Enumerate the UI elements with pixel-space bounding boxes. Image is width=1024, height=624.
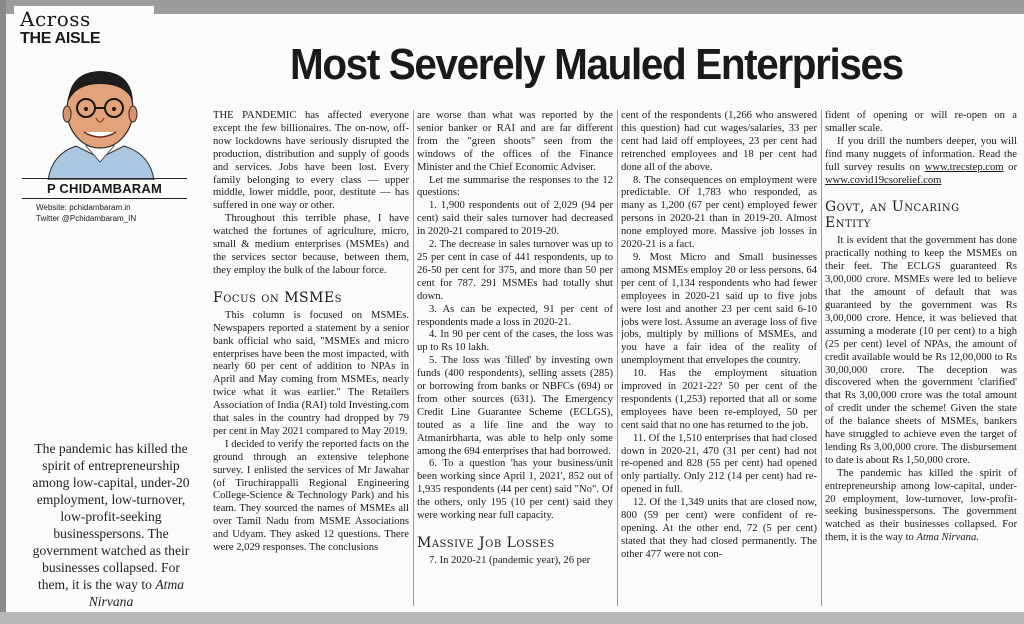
survey-note: If you drill the numbers deeper, you will find many nuggets of information. Read the full survey results on <box>825 135 1017 173</box>
survey-item-6: 6. To a question 'has your business/unit been working since April 1, 2021', 852 out of 1,935 respondents (44 per cent) said "No". Of the others, only 195 (10 per cent) said they were working near full capacity. <box>417 458 613 522</box>
column-rule <box>413 110 414 606</box>
paragraph: I decided to verify the reported facts on the ground through an extensive telephone survey. I enlisted the services of Mr Jawahar (of Tiruchirappalli Regional Engineering College-Science & Technology Park) and his team. They sourced the names of MSMEs all over Tamil Nadu from MSME Associations and Udyam. They asked 12 questions. There were 2,029 responses. The conclusions <box>213 438 409 554</box>
paragraph: cent of the respondents (1,266 who answered this question) had cut wages/salaries, 33 per cent had laid off employees, 23 per cent had retrenched employees and 18 per cent had done all of the above. <box>621 110 817 173</box>
paragraph: Let me summarise the responses to the 12 questions: <box>417 174 613 199</box>
author-website: Website: pchidambaram.in <box>36 203 131 212</box>
paragraph: are worse than what was reported by the senior banker or RAI and are far different from the "green shoots" seen from the windows of the offices of the Finance Minister and the Chief Economic Adviser. <box>417 110 613 173</box>
author-caricature <box>30 62 170 180</box>
paragraph: It is evident that the government has done practically nothing to keep the MSMEs on their feet. The ECLGS guaranteed Rs 3,00,000 crore. MSMEs were led to believe that the amount of default that was guaranteed by the government was Rs 3,00,000 crore. Hence, it was believed that assuming a moderate (10 per cent) to a high (25 per cent) level of NPAs, the amount of credit available would be Rs 12,00,000 to Rs 30,00,000 crore. The deception was discovered when the government 'clarified' that Rs 3,00,000 crore was the total amount of credit under the scheme! Given the state of the balance sheets of MSMEs, bankers have struggled to achieve even the target of lending Rs 3,00,000 crore. The disbursement to date is about Rs 1,50,000 crore. <box>825 235 1017 466</box>
text-column-2 <box>417 110 613 610</box>
survey-item-12: 12. Of the 1,349 units that are closed now, 800 (59 per cent) were confident of re-opening. At the other end, 72 (5 per cent) stated that they had closed permanently. The other 477 were not con- <box>621 497 817 560</box>
closing-emphasis: Atma Nirvana. <box>916 532 979 544</box>
text-column-4 <box>825 110 1017 610</box>
subheading-massive-job-losses: Massive Job Losses <box>417 535 555 551</box>
subheading-govt-uncaring-line2: Entity <box>825 215 871 232</box>
pull-quote-text: The pandemic has killed the spirit of entrepreneurship among low-capital, under-20 employment, low-turnover, low-profit-seeking businesspersons. The government watched as their businesses collapsed. For them, it is the way to <box>32 441 190 592</box>
paragraph <box>825 468 1017 545</box>
survey-item-5: 5. The loss was 'filled' by investing own funds (400 respondents), selling assets (285) or borrowing from banks or NBFCs (694) or from other sources (631). The Emergency Credit Line Guarantee Scheme (ECLGS), touted as a life line and the way to Atmanirbharta, was able to help only some among the 694 enterprises that had borrowed. <box>417 355 613 457</box>
column-rule <box>617 110 618 606</box>
link-trecstep[interactable]: www.trecstep.com <box>924 161 1004 173</box>
closing-text: The pandemic has killed the spirit of entrepreneurship among low-capital, under-20 employment, low-turnover, low-profit-seeking businesspersons. The government watched as their businesses collapsed. For them, it is the way to <box>825 467 1017 544</box>
survey-item-3: 3. As can be expected, 91 per cent of respondents made a loss in 2020-21. <box>417 303 613 328</box>
conjunction: or <box>1008 161 1017 173</box>
author-name: P CHIDAMBARAM <box>22 178 187 199</box>
pull-quote-emphasis: Atma Nirvana <box>88 577 185 609</box>
survey-item-10: 10. Has the employment situation improved in 2021-22? 50 per cent of the respondents (1,253) reported that all or some employees have been re-employed, 50 per cent said that no one has returned to the job. <box>621 368 817 431</box>
subheading-govt-uncaring: Govt, an Uncaring <box>825 199 960 216</box>
author-block <box>22 178 187 224</box>
link-covid19csorelief[interactable]: www.covid19csorelief.com <box>825 174 942 186</box>
column-masthead <box>14 6 154 49</box>
survey-item-4: 4. In 90 per cent of the cases, the loss was up to Rs 10 lakh. <box>417 329 613 354</box>
article-headline: Most Severely Mauled Enterprises <box>290 40 903 89</box>
survey-item-8: 8. The consequences on employment were predictable. Of 1,783 who responded, as many as 1,200 (67 per cent) employed fewer persons in 2020-21 than in 2019-20. Almost none employed more. Massive job losses in 2020-21 is a fact. <box>621 174 817 251</box>
page-left-border <box>0 0 6 624</box>
subheading-focus-on-msmes: Focus on MSMEs <box>213 289 343 306</box>
survey-item-9: 9. Most Micro and Small businesses among MSMEs employ 20 or less persons. 64 per cent of 1,134 respondents who had fewer employees in 2020-21 said up to five jobs were lost and another 23 per cent said 6-10 jobs were lost. Assume an average loss of five jobs, multiply by millions of MSMEs, and you have a fair idea of the reality of unemployment that envelopes the country. <box>621 251 817 367</box>
page-bottom-border <box>0 612 1024 624</box>
survey-item-2: 2. The decrease in sales turnover was up to 25 per cent in case of 441 respondents, up to 26-50 per cent for 375, and more than 50 per cent for 787. 291 MSMEs had totally shut down. <box>417 239 613 302</box>
paragraph: fident of opening or will re-open on a smaller scale. <box>825 110 1017 134</box>
text-column-1 <box>213 110 409 610</box>
pull-quote <box>26 440 196 610</box>
paragraph <box>825 136 1017 188</box>
paragraph: This column is focused on MSMEs. Newspapers reported a statement by a senior bank official who said, "MSMEs and micro enterprises have been the most impacted, with nearly 60 per cent of addition to NPAs in April and May coming from MSMEs, nearly twice what it was earlier." The Retailers Association of India (RAI) told Investing.com that sales in the country had dropped by 79 per cent in May 2021 compared to May 2019. <box>213 309 409 437</box>
column-rule <box>821 110 822 606</box>
survey-item-7: 7. In 2020-21 (pandemic year), 26 per <box>429 555 591 566</box>
masthead-across: Across <box>20 7 91 31</box>
masthead-the-aisle: THE AISLE <box>20 30 101 47</box>
survey-item-1: 1. 1,900 respondents out of 2,029 (94 per cent) said their sales turnover had decreased in 2020-21 compared to 2019-20. <box>417 200 613 238</box>
text-column-3 <box>621 110 817 610</box>
paragraph: Throughout this terrible phase, I have watched the fortunes of agriculture, micro, small & medium enterprises (MSMEs) and the services sector because, between them, they employ the bulk of the labour force. <box>213 213 409 276</box>
survey-item-11: 11. Of the 1,510 enterprises that had closed down in 2020-21, 470 (31 per cent) had not re-opened and 828 (55 per cent) had opened only partially. Only 212 (14 per cent) had re-opened in full. <box>621 432 817 496</box>
paragraph: THE PANDEMIC has affected everyone except the few billionaires. The on-now, off-now lockdowns have seriously disrupted the production, distribution and supply of goods and services. Jobs have been lost. Every family belonging to every class — upper middle, lower middle, poor, destitute — has suffered in one way or other. <box>213 110 409 212</box>
author-twitter: Twitter @Pchidambaram_IN <box>36 214 137 223</box>
